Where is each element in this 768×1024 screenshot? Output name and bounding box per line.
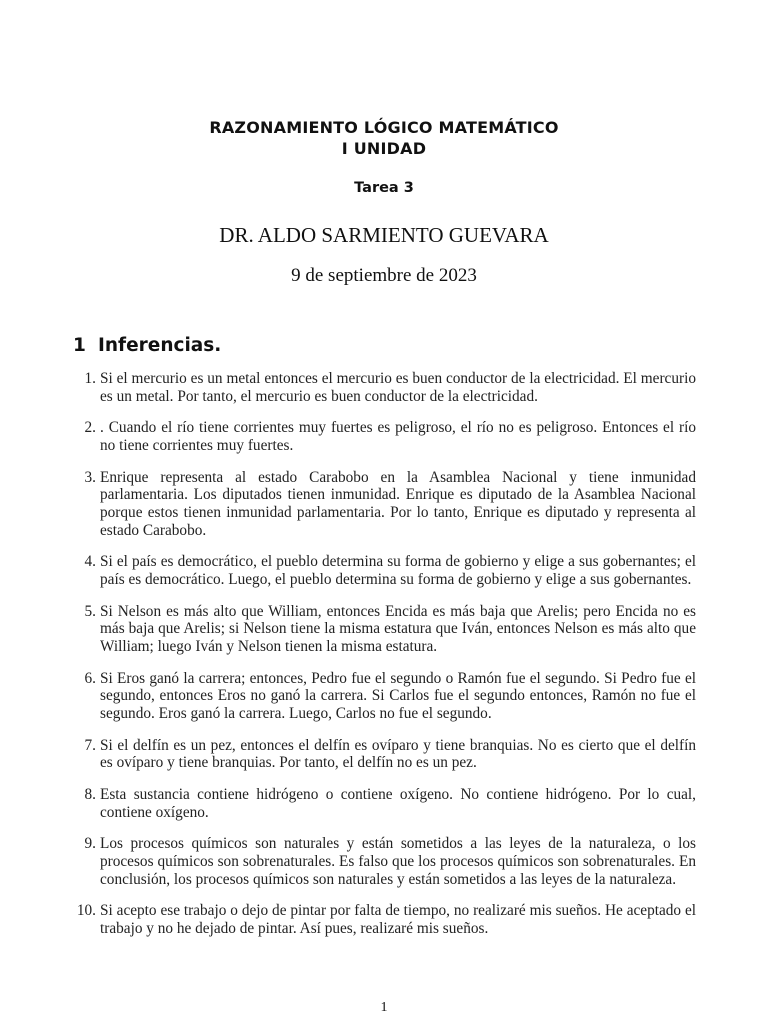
list-item bbox=[80, 553, 696, 588]
list-item bbox=[76, 902, 696, 937]
list-item-text: Si Eros ganó la carrera; entonces, Pedro fue el segundo o Ramón fue el segundo. Si Pedro fue el segundo, entonces Eros no ganó la carrera. Si Carlos fue el segundo entonces, Ramón no fue el segundo. Eros ganó la carrera. Luego, Carlos no fue el segundo. bbox=[100, 669, 696, 722]
list-item-marker: 9. bbox=[84, 835, 96, 853]
list-item-text: Enrique representa al estado Carabobo en la Asamblea Nacional y tiene inmunidad parlamentaria. Los diputados tienen inmunidad. Enrique es diputado de la Asamblea Nacional porque estos tienen inmunidad parlamentaria. Por lo tanto, Enrique es diputado y representa al estado Carabobo. bbox=[100, 468, 696, 539]
list-item-text: Esta sustancia contiene hidrógeno o contiene oxígeno. No contiene hidrógeno. Por lo cual, contiene oxígeno. bbox=[100, 786, 696, 821]
page-number: 1 bbox=[380, 1000, 388, 1015]
list-item bbox=[80, 737, 696, 772]
list-item-text: . Cuando el río tiene corrientes muy fuertes es peligroso, el río no es peligroso. Entonces el río no tiene corrientes muy fuertes. bbox=[100, 419, 696, 454]
list-item bbox=[80, 370, 696, 405]
list-item-text: Si el delfín es un pez, entonces el delfín es ovíparo y tiene branquias. No es cierto que el delfín es ovíparo y tiene branquias. Por tanto, el delfín no es un pez. bbox=[100, 736, 696, 772]
document-author: DR. ALDO SARMIENTO GUEVARA bbox=[219, 223, 549, 247]
list-item bbox=[80, 835, 696, 888]
list-item-marker: 7. bbox=[84, 736, 96, 754]
list-item-marker: 1. bbox=[84, 370, 96, 387]
document-title-line2: I UNIDAD bbox=[341, 139, 427, 158]
list-item-text: Si Nelson es más alto que William, entonces Encida es más baja que Arelis; pero Encida no es más baja que Arelis; si Nelson tiene la misma estatura que Iván, entonces Nelson es más alto que William; luego Iván y Nelson tienen la misma estatura. bbox=[100, 602, 696, 655]
list-item bbox=[80, 419, 696, 454]
section-number: 1 bbox=[73, 335, 86, 356]
section-title: Inferencias. bbox=[98, 335, 222, 356]
list-item-marker: 4. bbox=[84, 553, 96, 571]
list-item bbox=[80, 670, 696, 723]
list-item-text: Si acepto ese trabajo o dejo de pintar por falta de tiempo, no realizaré mis sueños. He aceptado el trabajo y no he dejado de pintar. Así pues, realizaré mis sueños. bbox=[100, 902, 696, 937]
list-item-marker: 6. bbox=[84, 669, 96, 687]
list-item-marker: 5. bbox=[84, 602, 96, 620]
list-item-marker: 10. bbox=[76, 902, 96, 920]
list-item-marker: 3. bbox=[84, 468, 96, 486]
list-item bbox=[80, 603, 696, 656]
list-item-marker: 8. bbox=[84, 786, 96, 803]
list-item-text: Si el mercurio es un metal entonces el mercurio es buen conductor de la electricidad. El mercurio es un metal. Por tanto, el mercurio es buen conductor de la electricidad. bbox=[100, 370, 696, 405]
document-title-line1: RAZONAMIENTO LÓGICO MATEMÁTICO bbox=[209, 118, 559, 137]
list-item-marker: 2. bbox=[84, 419, 96, 437]
document-date: 9 de septiembre de 2023 bbox=[291, 265, 477, 286]
title-block bbox=[0, 117, 768, 288]
list-item bbox=[80, 469, 696, 539]
inference-list bbox=[76, 370, 696, 952]
list-item-text: Los procesos químicos son naturales y están sometidos a las leyes de la naturaleza, o los procesos químicos son sobrenaturales. Es falso que los procesos químicos son sobrenaturales. En conclusión, los procesos químicos son naturales y están sometidos a las leyes de la naturaleza. bbox=[100, 835, 696, 888]
list-item-text: Si el país es democrático, el pueblo determina su forma de gobierno y elige a sus gobernantes; el país es democrático. Luego, el pueblo determina su forma de gobierno y elige a sus gobernantes. bbox=[100, 553, 696, 588]
section-heading bbox=[73, 334, 221, 358]
document-subtitle: Tarea 3 bbox=[354, 180, 414, 196]
list-item bbox=[80, 786, 696, 821]
